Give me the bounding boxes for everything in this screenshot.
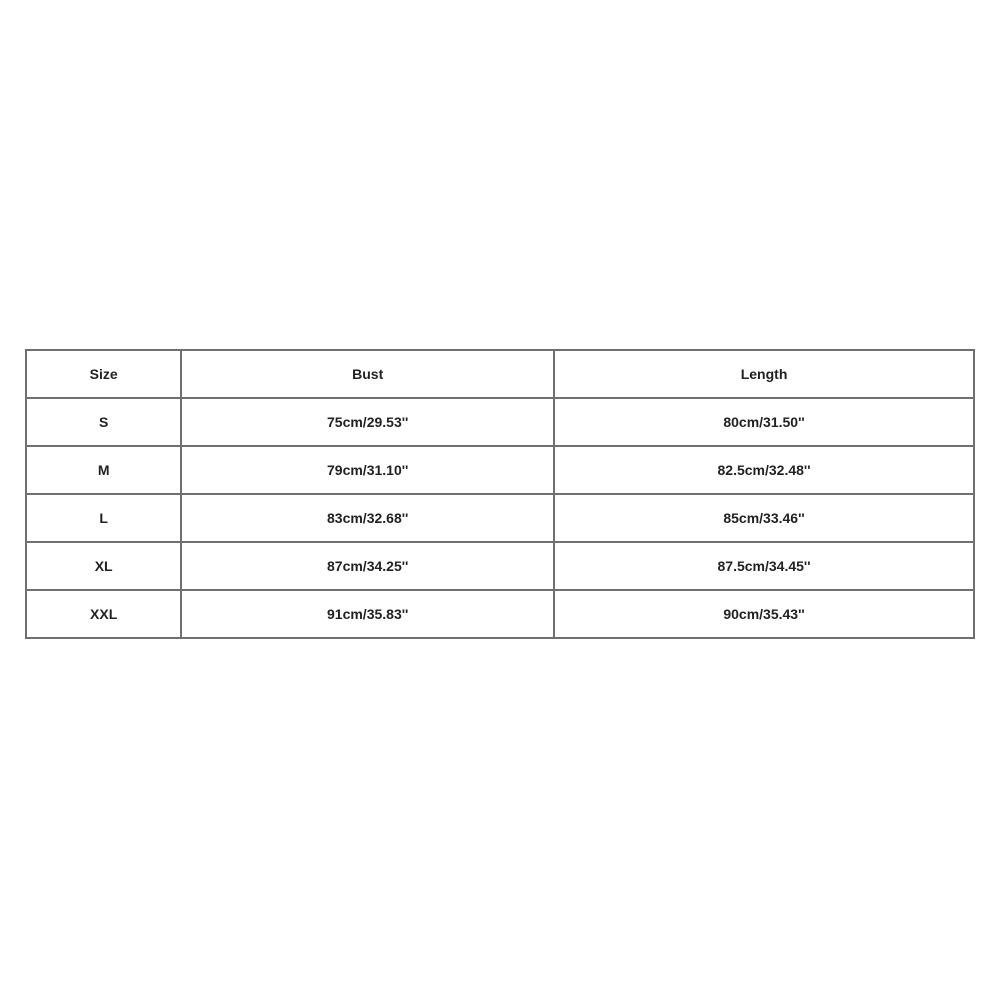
- table-row: [26, 590, 974, 638]
- size-chart-table: [25, 349, 975, 639]
- header-bust: Bust: [181, 350, 554, 398]
- length-cell: 82.5cm/32.48'': [554, 446, 974, 494]
- header-size: Size: [26, 350, 181, 398]
- size-cell: XL: [26, 542, 181, 590]
- size-cell: L: [26, 494, 181, 542]
- table-row: [26, 494, 974, 542]
- size-cell: S: [26, 398, 181, 446]
- table-row: [26, 446, 974, 494]
- bust-cell: 75cm/29.53'': [181, 398, 554, 446]
- length-cell: 90cm/35.43'': [554, 590, 974, 638]
- size-cell: M: [26, 446, 181, 494]
- length-cell: 80cm/31.50'': [554, 398, 974, 446]
- bust-cell: 91cm/35.83'': [181, 590, 554, 638]
- header-row: [26, 350, 974, 398]
- size-cell: XXL: [26, 590, 181, 638]
- header-length: Length: [554, 350, 974, 398]
- table-row: [26, 398, 974, 446]
- table-row: [26, 542, 974, 590]
- bust-cell: 87cm/34.25'': [181, 542, 554, 590]
- bust-cell: 83cm/32.68'': [181, 494, 554, 542]
- length-cell: 87.5cm/34.45'': [554, 542, 974, 590]
- bust-cell: 79cm/31.10'': [181, 446, 554, 494]
- length-cell: 85cm/33.46'': [554, 494, 974, 542]
